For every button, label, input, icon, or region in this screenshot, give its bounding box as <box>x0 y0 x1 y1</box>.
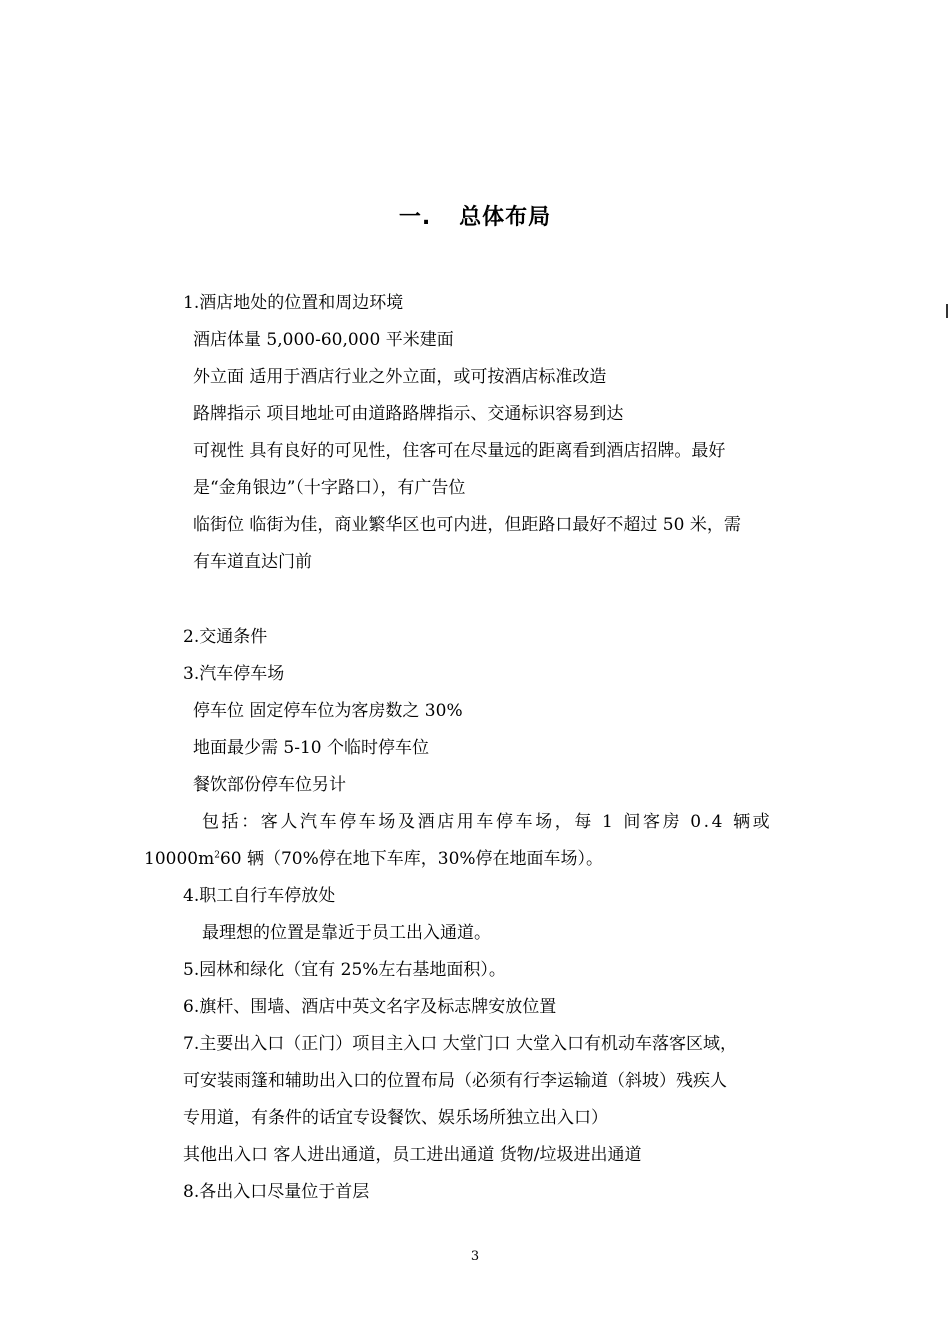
list-item: 3.汽车停车场 <box>183 664 285 684</box>
section-heading <box>0 200 950 231</box>
text-line: 有车道直达门前 <box>193 552 312 572</box>
text-line: 包括：客人汽车停车场及酒店用车停车场，每 1 间客房 0.4 辆或 <box>202 812 773 832</box>
text-line: 酒店体量 5,000-60,000 平米建面 <box>193 330 454 350</box>
list-item: 1.酒店地处的位置和周边环境 <box>183 293 404 313</box>
list-item: 5.园林和绿化（宜有 25%左右基地面积）。 <box>183 960 506 980</box>
text-line: 停车位 固定停车位为客房数之 30% <box>193 701 463 721</box>
page-number: 3 <box>470 1249 480 1264</box>
text-line <box>144 847 603 871</box>
parking-ratio-text: 60 辆（70%停在地下车库，30%停在地面车场）。 <box>219 849 604 869</box>
text-line: 可安装雨篷和辅助出入口的位置布局（必须有行李运输道（斜坡）残疾人 <box>183 1071 727 1091</box>
parking-ratio-value: 10000m <box>144 849 215 869</box>
text-line: 路牌指示 项目地址可由道路路牌指示、交通标识容易到达 <box>193 404 624 424</box>
section-title: 总体布局 <box>459 205 552 230</box>
text-line: 临街位 临街为佳，商业繁华区也可内进，但距路口最好不超过 50 米，需 <box>193 515 741 535</box>
text-line: 餐饮部份停车位另计 <box>193 775 346 795</box>
section-number: 一. <box>398 205 432 230</box>
text-line: 外立面 适用于酒店行业之外立面，或可按酒店标准改造 <box>193 367 607 387</box>
list-item: 2.交通条件 <box>183 627 268 647</box>
list-item: 7.主要出入口（正门）项目主入口 大堂门口 大堂入口有机动车落客区域， <box>183 1034 738 1054</box>
text-line: 可视性 具有良好的可见性，住客可在尽量远的距离看到酒店招牌。最好 <box>193 441 726 461</box>
superscript: 2 <box>214 850 220 861</box>
text-line: 其他出入口 客人进出通道，员工进出通道 货物/垃圾进出通道 <box>183 1145 642 1165</box>
text-line: 最理想的位置是靠近于员工出入通道。 <box>202 923 491 943</box>
text-line: 专用道，有条件的话宜专设餐饮、娱乐场所独立出入口） <box>183 1108 608 1128</box>
text-line: 是“金角银边”（十字路口），有广告位 <box>193 478 466 498</box>
text-line: 地面最少需 5-10 个临时停车位 <box>193 738 429 758</box>
list-item: 6.旗杆、围墙、酒店中英文名字及标志牌安放位置 <box>183 997 557 1017</box>
list-item: 4.职工自行车停放处 <box>183 886 336 906</box>
list-item: 8.各出入口尽量位于首层 <box>183 1182 370 1202</box>
margin-mark <box>946 304 948 318</box>
